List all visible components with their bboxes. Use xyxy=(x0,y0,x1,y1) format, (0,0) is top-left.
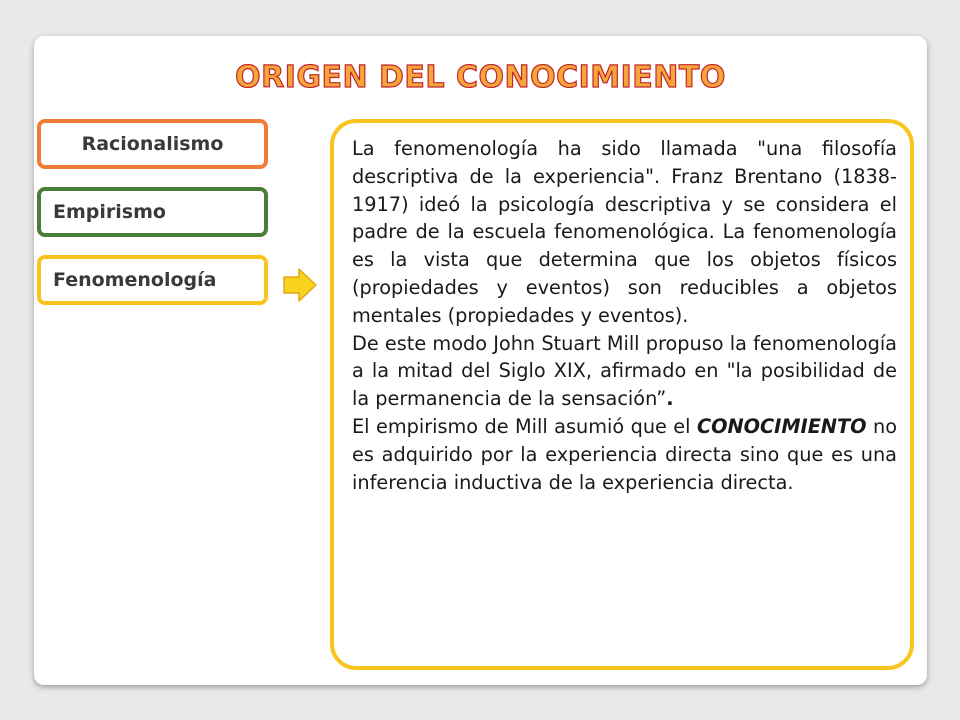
right-arrow-icon xyxy=(282,267,318,303)
paragraph-3 xyxy=(352,413,897,496)
tab-label: Fenomenología xyxy=(53,269,217,291)
tab-empirismo[interactable] xyxy=(37,187,268,237)
content-panel xyxy=(330,119,914,670)
slide-title: ORIGEN DEL CONOCIMIENTO xyxy=(235,60,726,95)
paragraph-3-end: no es adquirido por la experiencia directa sino que es una inferencia inductiva de la experiencia directa. xyxy=(352,414,897,494)
paragraph-2 xyxy=(352,330,897,413)
tab-fenomenologia[interactable] xyxy=(37,255,268,305)
tab-label: Empirismo xyxy=(53,201,166,223)
paragraph-1: La fenomenología ha sido llamada "una filosofía descriptiva de la experiencia". Franz Brentano (1838-1917) ideó la psicología descriptiva y se considera el padre de la escuela fenomenológica. La fenomenología es la vista que determina que los objetos físicos (propiedades y eventos) son reducibles a objetos mentales (propiedades y eventos). xyxy=(352,137,897,327)
slide xyxy=(34,36,927,685)
keyword-conocimiento: CONOCIMIENTO xyxy=(696,414,867,438)
content-text xyxy=(352,135,897,496)
tab-racionalismo[interactable] xyxy=(37,119,268,169)
paragraph-2-end: . xyxy=(666,387,674,411)
paragraph-2-text: De este modo John Stuart Mill propuso la fenomenología a la mitad del Siglo XIX, afirmado en "la posibilidad de la permanencia de la sensación” xyxy=(352,331,897,411)
tab-label: Racionalismo xyxy=(81,133,224,155)
paragraph-3-start: El empirismo de Mill asumió que el xyxy=(352,414,697,438)
